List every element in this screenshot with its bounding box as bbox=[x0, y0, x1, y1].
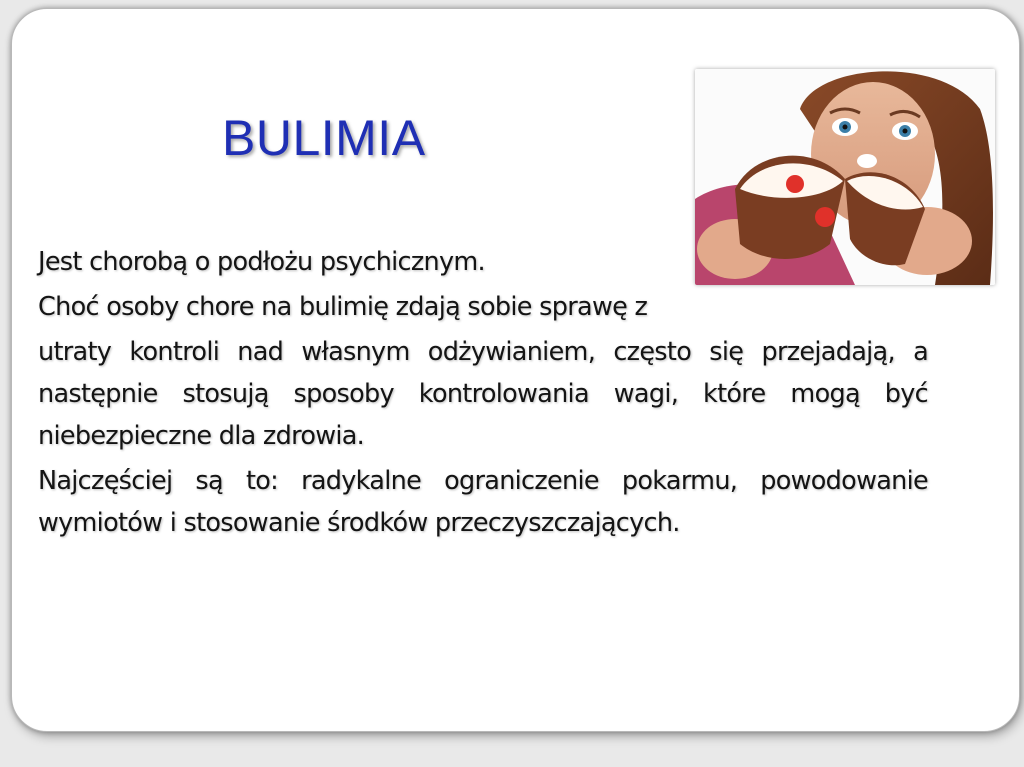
slide-title: BULIMIA bbox=[222, 110, 426, 166]
paragraph-1: Jest chorobą o podłożu psychicznym. bbox=[38, 247, 485, 277]
slide bbox=[11, 8, 1020, 732]
slide-body bbox=[38, 241, 928, 547]
paragraph-4: Najczęściej są to: radykalne ograniczenie pokarmu, powodowanie wymiotów i stosowanie środków przeczyszczających. bbox=[38, 466, 928, 538]
paragraph-2: Choć osoby chore na bulimię zdają sobie sprawę z bbox=[38, 292, 648, 322]
paragraph-3: utraty kontroli nad własnym odżywianiem, często się przejadają, a następnie stosują sposoby kontrolowania wagi, które mogą być niebezpieczne dla zdrowia. bbox=[38, 337, 928, 451]
